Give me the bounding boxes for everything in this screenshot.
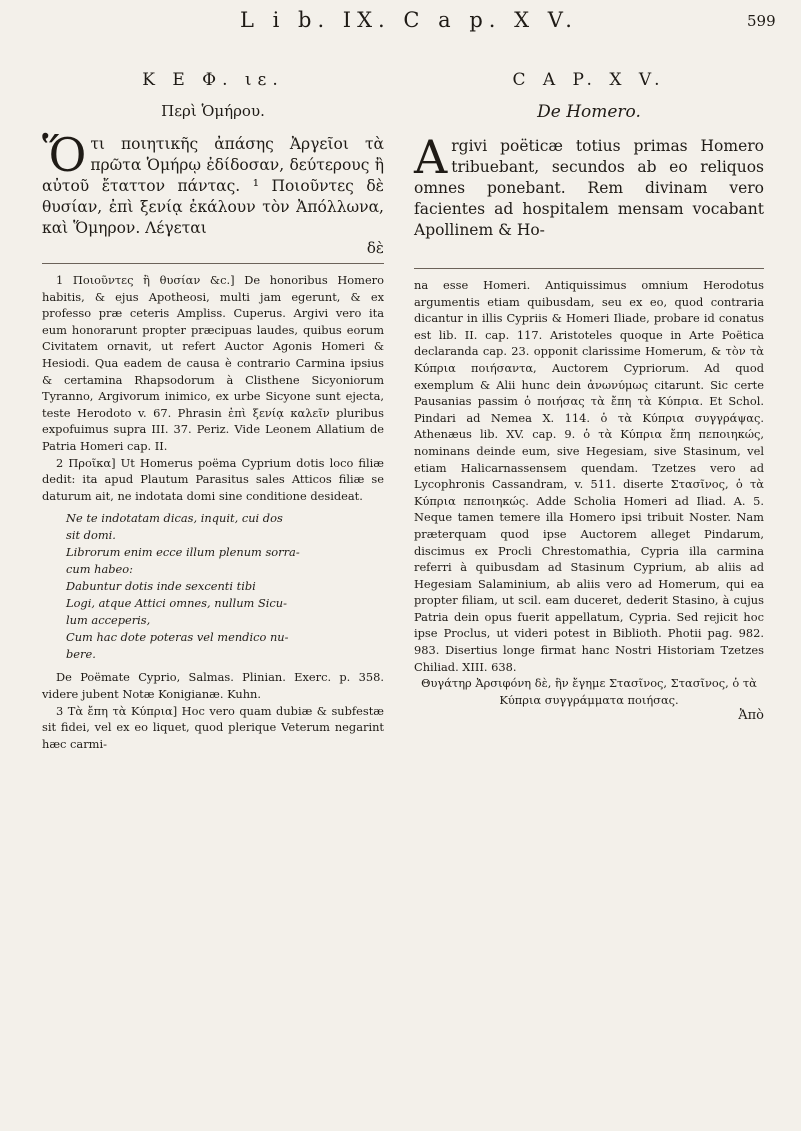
greek-catchword: δὲ: [366, 239, 384, 257]
latin-column: [414, 70, 764, 725]
footnote-2: 2 Προῖκα] Ut Homerus poëma Cyprium dotis loco filiæ dedit: ita apud Plautum Parasitus sales Atticos filiæ se daturum ait, ne indotata domi sine conditione desideat.: [42, 455, 384, 503]
footnote-3: 3 Τὰ ἔπη τὰ Κύπρια] Hoc vero quam dubiæ & subfestæ sit fidei, vel ex eo liquet, quod plerique Veterum negarint hæc carmi-: [42, 703, 384, 751]
greek-main-text: [42, 128, 384, 239]
greek-chapter-title: Περὶ Ὁμήρου.: [161, 102, 265, 120]
verse-line: cum habeo:: [66, 562, 133, 577]
verse-line: lum acceperis,: [66, 613, 151, 628]
greek-column: [42, 70, 384, 752]
footnote-rule: [414, 268, 764, 269]
latin-chapter-title: De Homero.: [537, 102, 641, 122]
running-head-text: L i b. IX. C a p. X V.: [240, 8, 578, 32]
verse-line: Ne te indotatam dicas, inquit, cui dos: [66, 511, 283, 526]
footnote-rule: [42, 263, 384, 264]
verse-line: Cum hac dote poteras vel mendico nu-: [66, 630, 289, 645]
footnote-3-cont: na esse Homeri. Antiquissimus omnium Herodotus argumentis etiam quibusdam, seu ex eo, quod contraria dicantur in illis Cypriis & Homeri Iliade, probare id conatus est lib. II. cap. 117. Aristoteles quoque in Arte Poëtica declaranda cap. 23. opponit clarissime Homerum, & τὸν τὰ Κύπρια ποιήσαντα, Auctorem Cypriorum. Ad quod exemplum & Alii hunc dein ἀνωνύμως citarunt. Sic certe Pausanias passim ὁ ποιήσας τὰ ἔπη τὰ Κύπρια. Et Schol. Pindari ad Nemea X. 114. ὁ τὰ Κύπρια συγγράψας. Athenæus lib. XV. cap. 9. ὁ τὰ Κύπρια ἔπη πεποιηκώς, nominans deinde eum, sive Hegesiam, sive Stasinum, vel etiam Halicarnassensem quendam. Tzetzes vero ad Lycophronis Cassandram, v. 511. diserte Στασῖνος, ὁ τὰ Κύπρια πεποιηκώς. Adde Scholia Homeri ad Iliad. A. 5. Neque tamen temere illa Homero ipsi tribuit Noster. Nam præterquam quod ipse Auctorem alleget Pindarum, discimus ex Procli Chrestomathia, Cypria illa carmina referri à quibusdam ad Stasinum Cyprium, ab aliis ad Hegesiam Salaminium, ab aliis vero ad Homerum, qui ea propter filiam, ut scil. eam duceret, dederit Stasino, à cujus Patria dein opus fuerit appellatum, Cypria. Sed rejicit hoc ipse Proclus, ut videri potest in Biblioth. Photii pag. 982. 983. Disertius longe firmat hanc Nostri Historiam Tzetzes Chiliad. XIII. 638.: [414, 278, 764, 674]
running-head: [240, 8, 776, 32]
verse-line: Dabuntur dotis inde sexcenti tibi: [66, 579, 256, 594]
latin-chapter-heading: C A P. X V.: [512, 70, 666, 90]
footnotes-left: [42, 272, 384, 752]
plautus-verse: [66, 510, 384, 663]
latin-main-text: [414, 130, 764, 241]
page-number: 599: [747, 12, 776, 30]
verse-line: bere.: [66, 647, 96, 662]
tzetzes-quote: Θυγάτηρ Ἀρσιφόνη δὲ, ἣν ἔγημε Στασῖνος, Στασῖνος, ὁ τὰ Κύπρια συγγράμματα ποιήσας.: [421, 676, 757, 707]
footnotes-right: [414, 277, 764, 725]
latin-dropcap: A: [414, 130, 448, 184]
greek-dropcap: Ὅ: [42, 128, 87, 182]
footnote-2-cont: De Poëmate Cyprio, Salmas. Plinian. Exerc. p. 358. videre jubent Notæ Konigianæ. Kuhn.: [42, 670, 384, 701]
catchword: Ἀπὸ: [738, 708, 764, 724]
verse-line: Librorum enim ecce illum plenum sorra-: [66, 545, 300, 560]
latin-body: rgivi poëticæ totius primas Homero tribuebant, secundos ab eo reliquos omnes ponebant. Rem divinam vero facientes ad hospitalem mensam vocabant Apollinem & Ho-: [414, 137, 764, 239]
greek-body: τι ποιητικῆς ἀπάσης Ἀργεῖοι τὰ πρῶτα Ὁμήρῳ ἐδίδοσαν, δεύτερους ἢ αὐτοῦ ἔταττον πάντας. ¹ Ποιοῦντες δὲ θυσίαν, ἐπὶ ξενίᾳ ἐκάλουν τὸν Ἀπόλλωνα, καὶ Ὅμηρον. Λέγεται: [42, 135, 384, 237]
footnote-1: 1 Ποιοῦντες ἢ θυσίαν &c.] De honoribus Homero habitis, & ejus Apotheosi, multi jam egerunt, & ex professo præ ceteris Ampliss. Cuperus. Argivi vero ita eum honorarunt propter præcipuas laudes, quibus eorum Civitatem ornavit, ut refert Auctor Agonis Homeri & Hesiodi. Qua eadem de causa è contrario Carmina ipsius & certamina Rhapsodorum à Clisthene Sicyoniorum Tyranno, Argivorum inimico, ex urbe Sicyone sunt ejecta, teste Herodoto v. 67. Phrasin ἐπὶ ξενίᾳ καλεῖν pluribus expofuimus supra III. 37. Periz. Vide Leonem Allatium de Patria Homeri cap. II.: [42, 273, 384, 453]
verse-line: Logi, atque Attici omnes, nullum Sicu-: [66, 596, 287, 611]
greek-chapter-heading: Κ Ε Φ. ιε.: [142, 70, 284, 90]
verse-line: sit domi.: [66, 528, 116, 543]
